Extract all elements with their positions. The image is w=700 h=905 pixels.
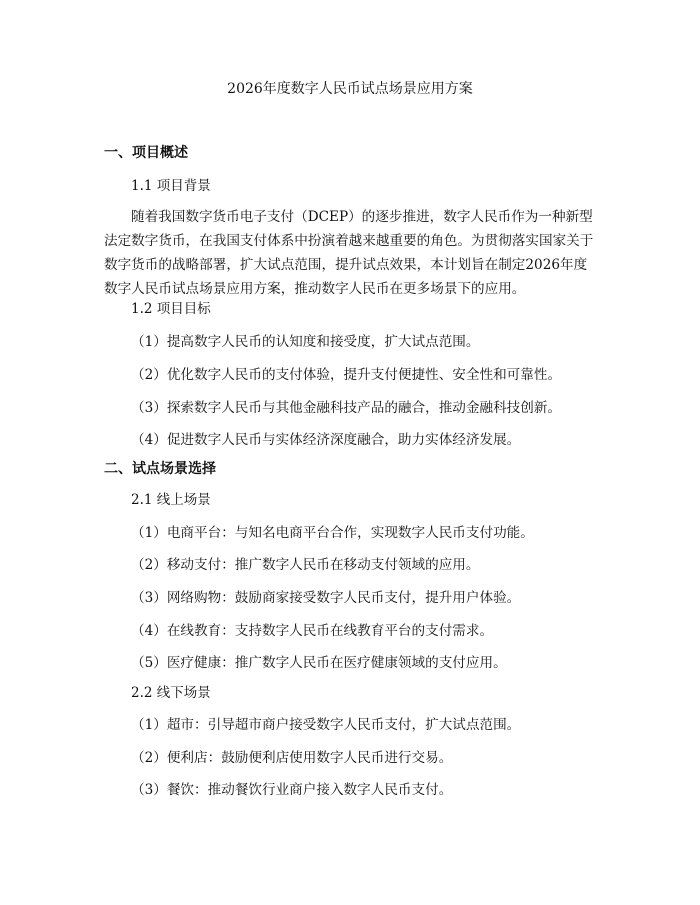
section-heading-scenarios: 二、试点场景选择 (104, 461, 216, 477)
online-scenario-item: （1）电商平台：与知名电商平台合作，实现数字人民币支付功能。 (131, 525, 534, 541)
offline-scenario-item: （1）超市：引导超市商户接受数字人民币支付，扩大试点范围。 (131, 717, 521, 733)
background-paragraph: 随着我国数字货币电子支付（DCEP）的逐步推进，数字人民币作为一种新型法定数字货币，在我国支付体系中扮演着越来越重要的角色。为贯彻落实国家关于数字货币的战略部署，扩大试点范围，提升试点效果，本计划旨在制定2026年度数字人民币试点场景应用方案，推动数字人民币在更多场景下的应用。 (104, 209, 594, 297)
online-scenario-item: （3）网络购物：鼓励商家接受数字人民币支付，提升用户体验。 (131, 590, 521, 606)
goal-item: （4）促进数字人民币与实体经济深度融合，助力实体经济发展。 (131, 432, 521, 448)
section-heading-overview: 一、项目概述 (104, 145, 188, 161)
goal-item: （3）探索数字人民币与其他金融科技产品的融合，推动金融科技创新。 (131, 400, 562, 416)
online-scenario-item: （2）移动支付：推广数字人民币在移动支付领域的应用。 (131, 557, 480, 573)
offline-scenario-item: （2）便利店：鼓励便利店使用数字人民币进行交易。 (131, 750, 453, 766)
goal-item: （2）优化数字人民币的支付体验，提升支付便捷性、安全性和可靠性。 (131, 367, 562, 383)
goal-item: （1）提高数字人民币的认知度和接受度，扩大试点范围。 (131, 334, 480, 350)
subsection-heading-goals: 1.2 项目目标 (131, 301, 211, 317)
online-scenario-item: （5）医疗健康：推广数字人民币在医疗健康领域的支付应用。 (131, 655, 507, 671)
subsection-heading-offline: 2.2 线下场景 (131, 685, 211, 701)
online-scenario-item: （4）在线教育：支持数字人民币在线教育平台的支付需求。 (131, 623, 494, 639)
document-title: 2026年度数字人民币试点场景应用方案 (227, 81, 473, 97)
subsection-heading-online: 2.1 线上场景 (131, 492, 211, 508)
subsection-heading-background: 1.1 项目背景 (131, 178, 211, 194)
offline-scenario-item: （3）餐饮：推动餐饮行业商户接入数字人民币支付。 (131, 782, 453, 798)
